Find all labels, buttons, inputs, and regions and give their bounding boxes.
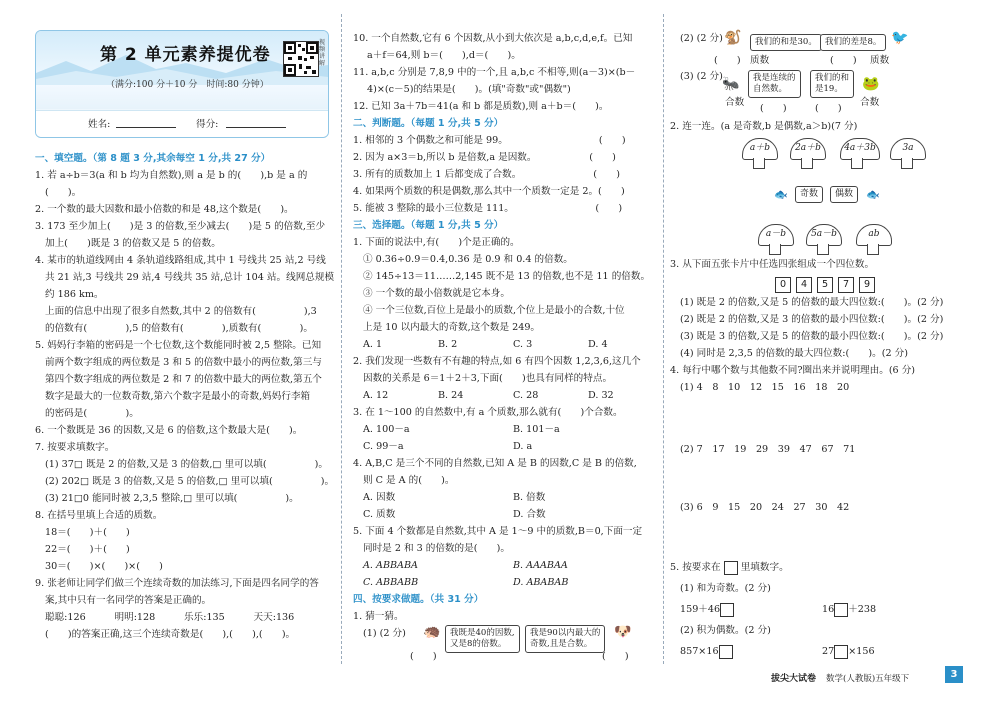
mushroom-label: 4a＋3b xyxy=(840,138,880,160)
option[interactable]: D. 合数 xyxy=(513,509,546,520)
number-row: (3) 6 9 15 20 24 27 30 42 xyxy=(680,502,850,513)
option[interactable]: B. 24 xyxy=(438,390,464,401)
bubble-text: 是19。 xyxy=(815,84,843,94)
question-line: 聪聪:126 明明:128 乐乐:135 天天:136 xyxy=(45,612,295,623)
question-line: (2) (2 分) xyxy=(680,33,723,44)
option[interactable]: D. 32 xyxy=(588,390,614,401)
fish-icon: 🐟 xyxy=(866,188,880,201)
expression xyxy=(822,601,876,618)
name-score-bar xyxy=(36,110,328,137)
option-row xyxy=(353,438,658,455)
question-line: (1) 和为奇数。(2 分) xyxy=(680,583,771,594)
speech-bubble xyxy=(445,625,520,653)
option-row xyxy=(353,421,658,438)
question-line: 4. 某市的轨道线网由 4 条轨道线路组成,其中 1 号线共 25 站,2 号线 xyxy=(35,255,326,266)
option[interactable]: D. 4 xyxy=(588,339,608,350)
question-line: 上面的信息中出现了很多自然数,其中 2 的倍数有( ),3 xyxy=(45,306,317,317)
question-line: 4. 每行中哪个数与其他数不同?圈出来并说明理由。(6 分) xyxy=(670,365,916,376)
option[interactable]: D. ABABAB xyxy=(513,577,569,588)
question-line: 5. 妈妈行李箱的密码是一个七位数,这个数能同时被 2,5 整除。已知 xyxy=(35,340,322,351)
question-line: 2. 连一连。(a 是奇数,b 是偶数,a＞b)(7 分) xyxy=(670,121,858,132)
question-line: (3) (2 分) xyxy=(680,71,723,82)
section-heading-choice: 三、选择题。（每题 1 分,共 5 分） xyxy=(353,220,504,231)
digit-card[interactable]: 0 xyxy=(775,277,791,293)
option[interactable]: B. AAABAA xyxy=(513,560,568,571)
prime-tag: 质数 xyxy=(870,55,890,66)
question-line: ② 145÷13＝11……2,145 既不是 13 的倍数,也不是 11 的倍数。 xyxy=(363,271,651,282)
speech-bubble xyxy=(810,70,854,98)
option[interactable]: C. ABBABB xyxy=(363,577,419,588)
judge-item: 1. 相邻的 3 个偶数之和可能是 99。 ( ) xyxy=(353,135,626,146)
qr-caption: 视频讲解 xyxy=(319,39,326,67)
expression-text: ＋238 xyxy=(848,604,877,615)
question-line: 18＝( )＋( ) xyxy=(45,527,130,538)
mushroom-card[interactable] xyxy=(890,138,924,168)
question-line: 4)×(c－5)的结果是( )。(填"奇数"或"偶数") xyxy=(367,84,571,95)
digit-card[interactable]: 7 xyxy=(838,277,854,293)
question-line: 则 C 是 A 的( )。 xyxy=(363,475,455,486)
question-line: 的倍数有( ),5 的倍数有( ),质数有( )。 xyxy=(45,323,313,334)
question-line: 约 186 km。 xyxy=(45,289,104,300)
prime-tag: 质数 xyxy=(750,55,770,66)
section-heading-judge: 二、判断题。（每题 1 分,共 5 分） xyxy=(353,118,504,129)
question-line xyxy=(670,559,789,576)
qr-code-icon[interactable] xyxy=(283,41,319,77)
question-line: 3. 在 1～100 的自然数中,有 a 个质数,那么就有( )个合数。 xyxy=(353,407,623,418)
mushroom-label: 5a－b xyxy=(806,224,842,246)
dog-icon: 🐶 xyxy=(614,624,632,640)
question-line: 8. 在括号里填上合适的质数。 xyxy=(35,510,163,521)
column-divider xyxy=(341,14,342,664)
judge-item: 2. 因为 a×3＝b,所以 b 是倍数,a 是因数。 ( ) xyxy=(353,152,616,163)
question-line: 1. 下面的说法中,有( )个是正确的。 xyxy=(353,237,520,248)
question-line: 数字是最大的一位数奇数,第六个数字是最小的奇数,妈妈行李箱 xyxy=(45,391,311,402)
speech-bubble xyxy=(525,625,605,653)
answer-blank[interactable]: ( ) xyxy=(410,651,437,662)
composite-tag: 合数 xyxy=(860,97,880,108)
mushroom-label: ab xyxy=(856,224,892,246)
mushroom-card[interactable] xyxy=(742,138,776,168)
option[interactable]: C. 99－a xyxy=(363,441,404,452)
question-line: 7. 按要求填数字。 xyxy=(35,442,115,453)
middle-column xyxy=(353,30,658,642)
option-row xyxy=(353,574,658,591)
option[interactable]: B. 101－a xyxy=(513,424,560,435)
question-line: (1) 既是 2 的倍数,又是 5 的倍数的最大四位数:( )。(2 分) xyxy=(680,297,944,308)
digit-card[interactable]: 4 xyxy=(796,277,812,293)
option[interactable]: B. 倍数 xyxy=(513,492,546,503)
bubble-text: 奇数,且是合数。 xyxy=(530,639,593,649)
answer-blank[interactable]: ( ) xyxy=(602,651,629,662)
question-line: (2) 积为偶数。(2 分) xyxy=(680,625,771,636)
question-line: 的密码是( )。 xyxy=(45,408,139,419)
section-heading-fill-in: 一、填空题。（第 8 题 3 分,其余每空 1 分,共 27 分） xyxy=(35,153,271,164)
question-line: 12. 已知 3a＋7b＝41(a 和 b 都是质数),则 a＋b＝( )。 xyxy=(353,101,609,112)
question-line: 5. 下面 4 个数都是自然数,其中 A 是 1～9 中的质数,B＝0,下面一定 xyxy=(353,526,643,537)
option-row xyxy=(353,387,658,404)
option[interactable]: A. 1 xyxy=(363,339,383,350)
frog-icon: 🐸 xyxy=(862,76,880,92)
left-column xyxy=(35,150,335,643)
bubble-text: 我是90以内最大的 xyxy=(530,628,601,638)
score-field[interactable] xyxy=(226,116,286,128)
question-line: ④ 一个三位数,百位上是最小的质数,个位上是最小的合数,十位 xyxy=(363,305,625,316)
speech-bubble: 我们的差是8。 xyxy=(820,34,886,51)
speech-bubble: 我们的和是30。 xyxy=(750,34,822,51)
fill-box[interactable] xyxy=(719,645,733,659)
question-line: 9. 张老师让同学们做三个连续奇数的加法练习,下面是四名同学的答 xyxy=(35,578,319,589)
question-line: 案,其中只有一名同学的答案是正确的。 xyxy=(45,595,212,606)
fill-box[interactable] xyxy=(834,645,848,659)
expression-text: ×156 xyxy=(848,646,875,657)
question-line: ( )。 xyxy=(45,187,82,198)
bubble-text: 自然数。 xyxy=(753,84,788,94)
question-line: 30＝( )×( )×( ) xyxy=(45,561,163,572)
question-line: (3) 21□0 能同时被 2,3,5 整除,□ 里可以填( )。 xyxy=(45,493,299,504)
question-line: 上是 10 以内最大的奇数,这个数是 249。 xyxy=(363,322,541,333)
question-line: 2. 一个数的最大因数和最小倍数的和是 48,这个数是( )。 xyxy=(35,204,294,215)
expression xyxy=(680,643,733,660)
score-time-info: （满分:100 分＋10 分 时间:80 分钟） xyxy=(106,80,269,90)
option-row xyxy=(353,557,658,574)
q5-title-end: 里填数字。 xyxy=(740,562,789,573)
question-line: 1. 猜一猜。 xyxy=(353,611,404,622)
option[interactable]: C. 28 xyxy=(513,390,539,401)
question-line: 同时是 2 和 3 的倍数的是( )。 xyxy=(363,543,511,554)
option[interactable]: C. 质数 xyxy=(363,509,396,520)
question-line: 11. a,b,c 分别是 7,8,9 中的一个,且 a,b,c 不相等,则(a－3)×(b－ xyxy=(353,67,636,78)
number-row: (1) 4 8 10 12 15 16 18 20 xyxy=(680,382,850,393)
bubble-text: 我既是40的因数, xyxy=(450,628,515,638)
number-row: (2) 7 17 19 29 39 47 67 71 xyxy=(680,444,856,455)
fill-box[interactable] xyxy=(720,603,734,617)
page-number: 3 xyxy=(945,666,963,683)
mushroom-card[interactable] xyxy=(806,224,840,254)
question-line: a＋f＝64,则 b＝( ),d＝( )。 xyxy=(367,50,521,61)
question-line: 6. 一个数既是 36 的因数,又是 6 的倍数,这个数最大是( )。 xyxy=(35,425,303,436)
mushroom-label: a＋b xyxy=(742,138,778,160)
mushroom-card[interactable] xyxy=(840,138,878,168)
question-line: 2. 我们发现一些数有不有趣的特点,如 6 有四个因数 1,2,3,6,这几个 xyxy=(353,356,641,367)
question-line: 因数的关系是 6＝1＋2＋3,下面( )也具有同样的特点。 xyxy=(363,373,613,384)
option[interactable]: B. 2 xyxy=(438,339,458,350)
option-row xyxy=(353,506,658,523)
question-line: (1) (2 分) xyxy=(363,628,406,639)
hedgehog-icon: 🦔 xyxy=(423,624,441,640)
footer-subject: 数学(人教版)五年级下 xyxy=(826,674,910,684)
bird-icon: 🐦 xyxy=(891,30,909,46)
expression xyxy=(680,601,734,618)
question-line: 22＝( )＋( ) xyxy=(45,544,130,555)
monkey-icon: 🐒 xyxy=(724,30,742,46)
option[interactable]: D. a xyxy=(513,441,533,452)
even-label[interactable]: 偶数 xyxy=(830,186,858,203)
answer-blank[interactable]: ( ) xyxy=(815,103,842,114)
score-label: 得分: xyxy=(196,119,219,130)
name-field[interactable] xyxy=(116,116,176,128)
question-line: ③ 一个数的最小倍数就是它本身。 xyxy=(363,288,510,299)
q5-title-start: 5. 按要求在 xyxy=(670,562,721,573)
option[interactable]: A. 100－a xyxy=(363,424,410,435)
section-heading-problems: 四、按要求做题。（共 31 分） xyxy=(353,594,484,605)
question-line: (1) 37□ 既是 2 的倍数,又是 3 的倍数,□ 里可以填( )。 xyxy=(45,459,328,470)
judge-item: 4. 如果两个质数的积是偶数,那么其中一个质数一定是 2。( ) xyxy=(353,186,625,197)
mushroom-card[interactable] xyxy=(790,138,824,168)
question-line: 3. 从下面五张卡片中任选四张组成一个四位数。 xyxy=(670,259,875,270)
option-row xyxy=(353,489,658,506)
question-line: 前两个数字组成的两位数是 3 和 5 的倍数中最小的两位数,第三与 xyxy=(45,357,322,368)
odd-label[interactable]: 奇数 xyxy=(795,186,823,203)
question-line: (3) 既是 3 的倍数,又是 5 的倍数的最小四位数:( )。(2 分) xyxy=(680,331,944,342)
question-line: 第四个数字组成的两位数是 2 和 7 的倍数中最大的两位数,第五个 xyxy=(45,374,322,385)
bubble-text: 又是8的倍数。 xyxy=(450,639,507,649)
option[interactable]: C. 3 xyxy=(513,339,533,350)
mushroom-card[interactable] xyxy=(758,224,792,254)
fill-box[interactable] xyxy=(724,561,738,575)
question-line: 共 21 站,3 号线共 29 站,4 号线共 35 站,总计 104 站。线网总规模 xyxy=(45,272,335,283)
digit-card[interactable]: 5 xyxy=(817,277,833,293)
option[interactable]: A. 12 xyxy=(363,390,389,401)
expression-text: 159＋46 xyxy=(680,604,721,615)
expression xyxy=(822,643,875,660)
composite-tag: 合数 xyxy=(725,97,745,108)
number-cards xyxy=(670,273,970,294)
answer-blank[interactable]: ( ) xyxy=(830,55,857,66)
question-line: 3. 173 至少加上( )是 3 的倍数,至少减去( )是 5 的倍数,至少 xyxy=(35,221,326,232)
question-line: ( )的答案正确,这三个连续奇数是( ),( ),( )。 xyxy=(45,629,296,640)
judge-item: 3. 所有的质数加上 1 后都变成了合数。 ( ) xyxy=(353,169,620,180)
question-line: 1. 若 a÷b＝3(a 和 b 均为自然数),则 a 是 b 的( ),b 是 a 的 xyxy=(35,170,308,181)
fill-box[interactable] xyxy=(834,603,848,617)
title-banner xyxy=(35,30,329,138)
expression-text: 857×16 xyxy=(680,646,719,657)
mushroom-label: 2a＋b xyxy=(790,138,826,160)
bubble-text: 我们的和 xyxy=(815,73,850,83)
question-line: 4. A,B,C 是三个不同的自然数,已知 A 是 B 的因数,C 是 B 的倍数, xyxy=(353,458,637,469)
answer-blank[interactable]: ( ) xyxy=(760,103,787,114)
option[interactable]: A. ABBABA xyxy=(363,560,418,571)
question-line: (2) 202□ 既是 3 的倍数,又是 5 的倍数,□ 里可以填( )。 xyxy=(45,476,335,487)
question-line: ① 0.36÷0.9＝0.4,0.36 是 0.9 和 0.4 的倍数。 xyxy=(363,254,573,265)
mushroom-label: 3a xyxy=(890,138,926,160)
expression-text: 27 xyxy=(822,646,835,657)
mushroom-card[interactable] xyxy=(856,224,890,254)
option[interactable]: A. 因数 xyxy=(363,492,396,503)
page-title: 第 2 单元素养提优卷 xyxy=(100,45,271,65)
footer-brand: 拔尖大试卷 xyxy=(771,674,817,684)
column-divider xyxy=(663,14,664,664)
question-line: 加上( )既是 3 的倍数又是 5 的倍数。 xyxy=(45,238,221,249)
bubble-text: 我是连续的 xyxy=(753,73,796,83)
expression-text: 16 xyxy=(822,604,835,615)
option-row xyxy=(353,336,658,353)
speech-bubble xyxy=(748,70,801,98)
right-column-lower xyxy=(670,256,970,396)
question-line: 10. 一个自然数,它有 6 个因数,从小到大依次是 a,b,c,d,e,f。已知 xyxy=(353,33,633,44)
question-line: (4) 同时是 2,3,5 的倍数的最大四位数:( )。(2 分) xyxy=(680,348,909,359)
fish-icon: 🐟 xyxy=(774,188,788,201)
ant-icon: 🐜 xyxy=(722,76,740,92)
digit-card[interactable]: 9 xyxy=(859,277,875,293)
mushroom-label: a－b xyxy=(758,224,794,246)
answer-blank[interactable]: ( ) xyxy=(714,55,741,66)
name-label: 姓名: xyxy=(88,119,111,130)
question-line: (2) 既是 2 的倍数,又是 3 的倍数的最小四位数:( )。(2 分) xyxy=(680,314,944,325)
judge-item: 5. 能被 3 整除的最小三位数是 111。 ( ) xyxy=(353,203,623,214)
